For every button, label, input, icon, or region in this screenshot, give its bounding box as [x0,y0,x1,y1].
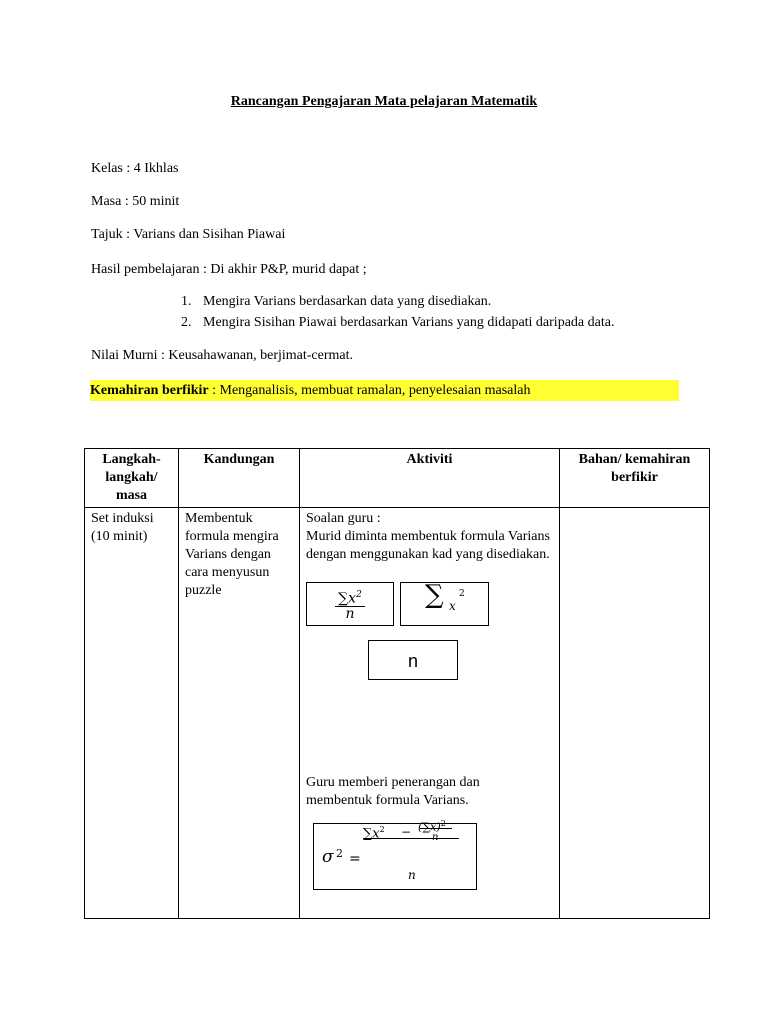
card-sum-x-squared: ∑ x 2 [400,582,489,626]
table-row [85,508,710,919]
objective-item [181,294,491,310]
cell-bahan [560,508,710,919]
fraction-denominator: n [345,605,355,622]
fraction [335,588,365,621]
document-title: Rancangan Pengajaran Mata pelajaran Matematik [230,94,538,109]
objective-number: 1. [181,294,192,309]
card-n: n [368,640,458,680]
langkah-text: Set induksi (10 minit) [91,511,154,544]
kelas-line: Kelas : 4 Ikhlas [91,161,179,176]
aktiviti-murid-diminta: Murid diminta membentuk formula Varians dengan menggunakan kad yang disediakan. [306,529,550,562]
hasil-pembelajaran-line: Hasil pembelajaran : Di akhir P&P, murid dapat ; [91,262,367,277]
masa-line: Masa : 50 minit [91,194,180,209]
cell-langkah [85,508,179,919]
header-kandungan: Kandungan [179,449,300,508]
aktiviti-soalan-guru: Soalan guru : [306,511,381,526]
card-sum-x-squared-over-n [306,582,394,626]
header-aktiviti: Aktiviti [300,449,560,508]
objective-number: 2. [181,315,192,330]
nilai-murni-line: Nilai Murni : Keusahawanan, berjimat-cermat. [91,348,354,363]
objective-text: Mengira Varians berdasarkan data yang disediakan. [203,294,492,309]
objective-text: Mengira Sisihan Piawai berdasarkan Varians yang didapati daripada data. [203,315,615,330]
lesson-plan-table [84,448,710,919]
kandungan-text: Membentuk formula mengira Varians dengan cara menyusun puzzle [185,511,279,598]
header-langkah: Langkah-langkah/ masa [85,449,179,508]
cell-aktiviti [300,508,560,919]
fraction-numerator: $\sum x^2$ [335,588,365,607]
kemahiran-text: : Menganalisis, membuat ramalan, penyelesaian masalah [208,383,531,398]
header-bahan: Bahan/ kemahiran berfikir [560,449,710,508]
kemahiran-berfikir-highlight [90,380,679,401]
objective-item [181,315,614,331]
tajuk-line: Tajuk : Varians dan Sisihan Piawai [91,227,286,242]
card-variance-formula: σ 2 = $\sum x^2$ − $(\sum x)^2$ n n [313,823,477,890]
cell-kandungan [179,508,300,919]
kemahiran-label: Kemahiran berfikir [90,383,209,398]
aktiviti-guru-memberi: Guru memberi penerangan dan membentuk formula Varians. [306,775,480,808]
table-header-row [85,449,710,508]
